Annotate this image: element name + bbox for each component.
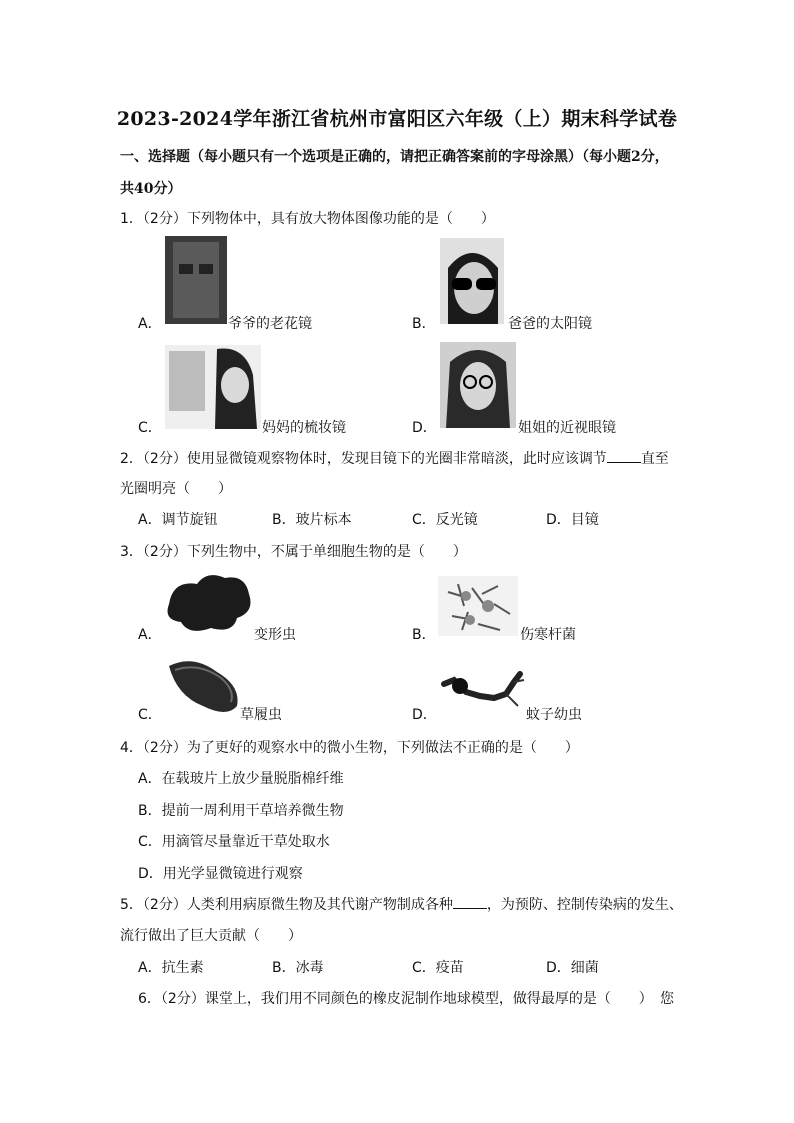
q3-option-a-image [163, 570, 255, 636]
q4-option-c: C．用滴管尽量靠近干草处取水 [138, 834, 330, 850]
q1-option-d-image [440, 342, 516, 428]
q2-option-c-letter: C． [412, 512, 436, 528]
q5-option-a [138, 957, 204, 977]
q4-option-a: A．在载玻片上放少量脱脂棉纤维 [138, 771, 344, 787]
q5-option-a-letter: A． [138, 960, 162, 976]
q2-stem-part2: 直至 [640, 451, 669, 467]
q2-stem-part1: 2．（2分）使用显微镜观察物体时，发现目镜下的光圈非常暗淡，此时应该调节 [120, 451, 607, 467]
q5-stem-part2: ，为预防、控制传染病的发生、 [486, 897, 683, 913]
q4-stem: 4．（2分）为了更好的观察水中的微小生物，下列做法不正确的是（ ） [120, 740, 579, 756]
q5-option-a-text: 抗生素 [161, 960, 204, 976]
q1-option-c-text: 妈妈的梳妆镜 [262, 420, 346, 436]
q5-option-d-text: 细菌 [570, 960, 599, 976]
q5-option-d [546, 957, 599, 977]
q1-option-a-image [165, 236, 227, 324]
q4-option-b: B．提前一周利用干草培养微生物 [138, 803, 344, 819]
q3-option-b-image [438, 576, 518, 636]
q2-option-d [546, 509, 599, 529]
q3-option-b-letter: B． [412, 627, 436, 643]
q3-option-d-text: 蚊子幼虫 [526, 707, 582, 723]
q5-stem-part1: 5．（2分）人类利用病原微生物及其代谢产物制成各种 [120, 897, 453, 913]
q2-answer-blank [607, 450, 641, 463]
q1-option-b-letter: B． [412, 316, 436, 332]
q5-stem-line1 [120, 894, 683, 914]
q1-option-a-letter: A． [138, 316, 162, 332]
q5-option-b-letter: B． [272, 960, 296, 976]
q3-option-a-text: 变形虫 [254, 627, 296, 643]
q3-option-c-image [163, 656, 241, 716]
q1-option-a-text: 爷爷的老花镜 [228, 316, 312, 332]
q3-option-c-text: 草履虫 [240, 707, 282, 723]
q2-option-b-letter: B． [272, 512, 296, 528]
q1-option-c-image [165, 345, 261, 429]
section-heading-line1: 一、选择题（每小题只有一个选项是正确的，请把正确答案前的字母涂黑）（每小题2分， [120, 149, 669, 165]
page-title: 2023-2024学年浙江省杭州市富阳区六年级（上）期末科学试卷 [116, 108, 678, 130]
q2-option-d-letter: D． [546, 512, 571, 528]
q2-option-a-text: 调节旋钮 [161, 512, 218, 528]
q4-option-d: D．用光学显微镜进行观察 [138, 866, 303, 882]
q5-option-b [272, 957, 324, 977]
q1-option-b-text: 爸爸的太阳镜 [508, 316, 592, 332]
q2-stem-line1 [120, 448, 669, 468]
q2-option-c-text: 反光镜 [435, 512, 478, 528]
q2-option-d-text: 目镜 [570, 512, 599, 528]
q1-stem: 1．（2分）下列物体中，具有放大物体图像功能的是（ ） [120, 211, 495, 227]
q6-stem: 6．（2分）课堂上，我们用不同颜色的橡皮泥制作地球模型，做得最厚的是（ ） [138, 991, 653, 1007]
q5-option-c-text: 疫苗 [435, 960, 464, 976]
q3-option-d-image [440, 670, 526, 716]
q3-option-c-letter: C． [138, 707, 162, 723]
q3-option-b-text: 伤寒杆菌 [520, 627, 576, 643]
q5-answer-blank [453, 896, 487, 909]
q2-option-b-text: 玻片标本 [295, 512, 352, 528]
q5-option-d-letter: D． [546, 960, 571, 976]
q5-option-c [412, 957, 464, 977]
q6-stem-tail: 您 [660, 991, 674, 1007]
q5-option-b-text: 冰毒 [295, 960, 324, 976]
q5-option-c-letter: C． [412, 960, 436, 976]
section-heading-line2: 共40分） [120, 181, 182, 197]
q3-stem: 3．（2分）下列生物中，不属于单细胞生物的是（ ） [120, 544, 467, 560]
q3-option-a-letter: A． [138, 627, 162, 643]
q1-option-d-text: 姐姐的近视眼镜 [518, 420, 616, 436]
q1-option-c-letter: C． [138, 420, 162, 436]
q1-option-b-image [440, 238, 504, 324]
q5-stem-line2: 流行做出了巨大贡献（ ） [120, 928, 302, 944]
q2-option-a [138, 509, 218, 529]
q2-stem-line2: 光圈明亮（ ） [120, 481, 232, 497]
q3-option-d-letter: D． [412, 707, 437, 723]
q2-option-c [412, 509, 478, 529]
q2-option-b [272, 509, 352, 529]
q2-option-a-letter: A． [138, 512, 162, 528]
q1-option-d-letter: D． [412, 420, 437, 436]
